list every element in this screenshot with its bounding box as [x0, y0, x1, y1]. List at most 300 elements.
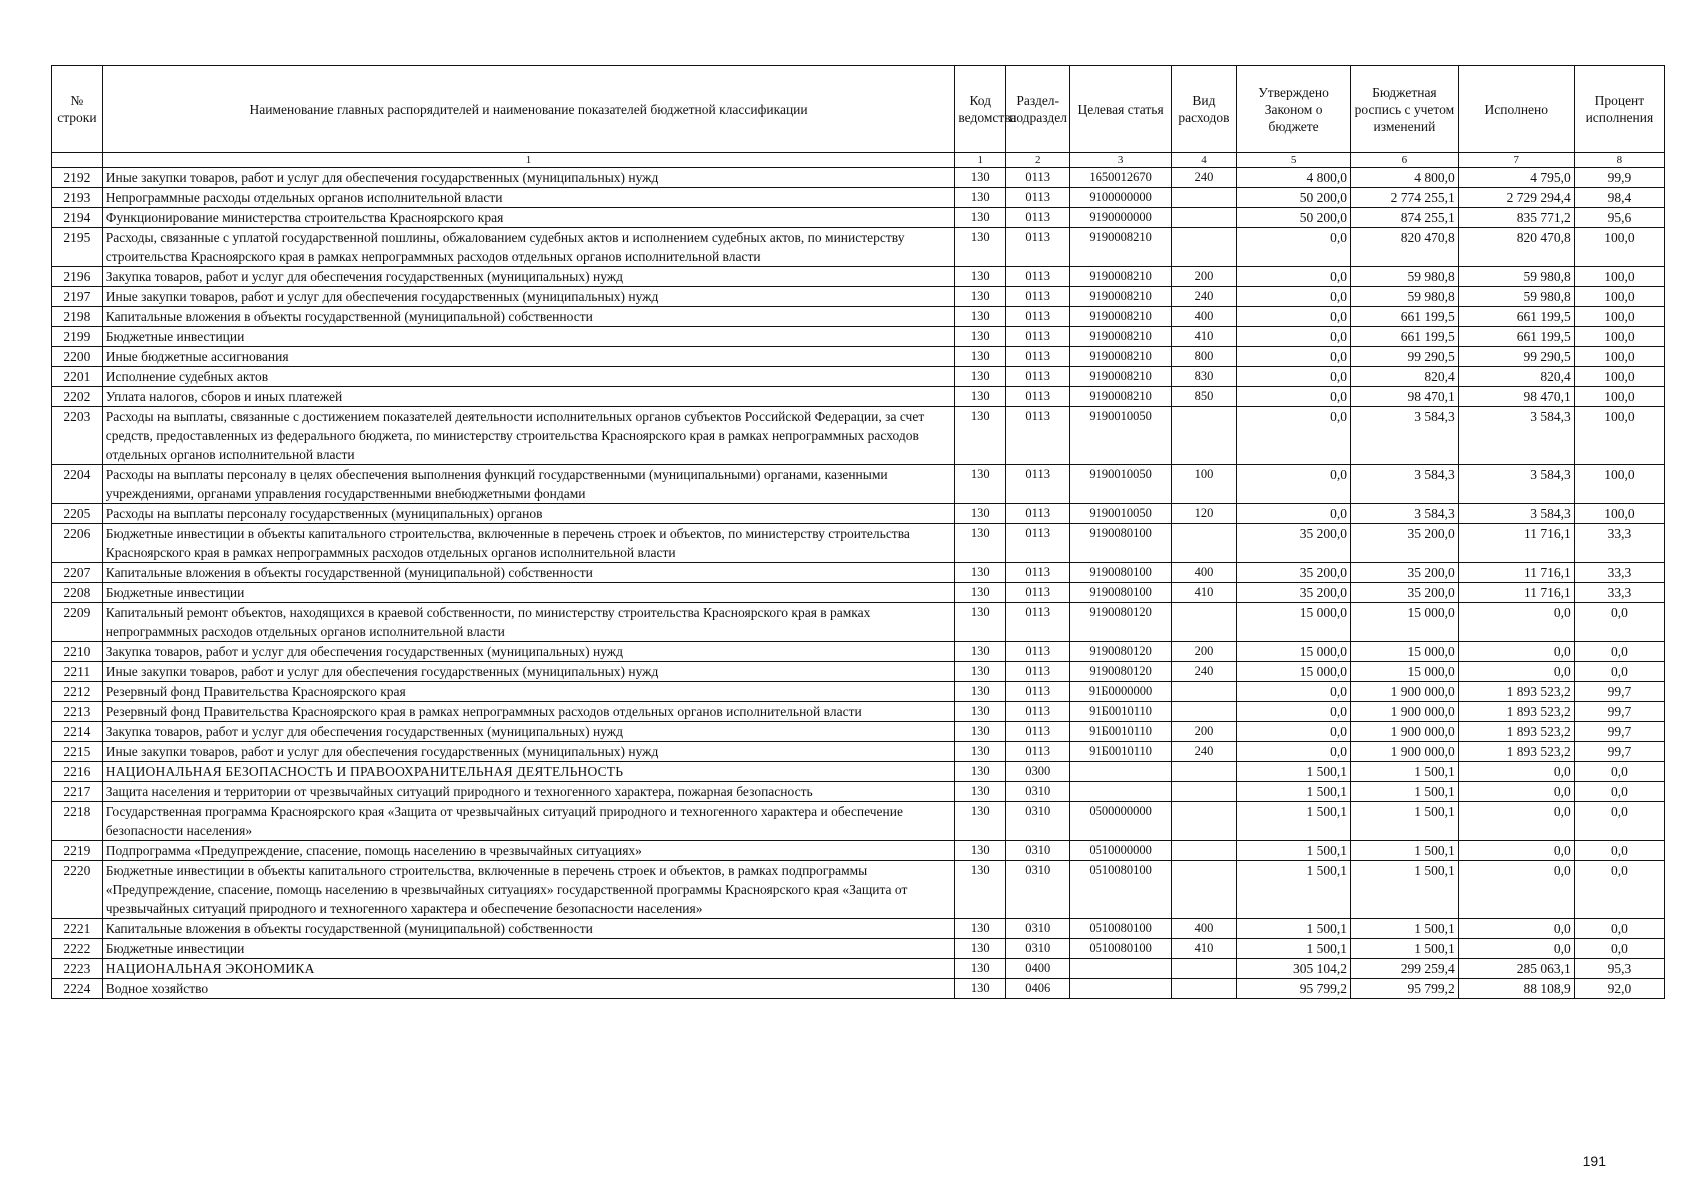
- row-expense-type: 100: [1171, 465, 1236, 504]
- row-target: 9190010050: [1070, 465, 1172, 504]
- row-expense-type: [1171, 228, 1236, 267]
- row-expense-type: [1171, 603, 1236, 642]
- row-name: Резервный фонд Правительства Красноярского края: [102, 682, 955, 702]
- row-name: Расходы на выплаты персоналу государственных (муниципальных) органов: [102, 504, 955, 524]
- row-percent: 0,0: [1574, 662, 1664, 682]
- row-expense-type: 400: [1171, 307, 1236, 327]
- row-budget: 1 500,1: [1351, 919, 1459, 939]
- column-number: 8: [1574, 153, 1664, 168]
- row-percent: 0,0: [1574, 939, 1664, 959]
- row-percent: 33,3: [1574, 563, 1664, 583]
- row-expense-type: 200: [1171, 722, 1236, 742]
- column-number: 4: [1171, 153, 1236, 168]
- row-expense-type: [1171, 407, 1236, 465]
- column-number: 5: [1237, 153, 1351, 168]
- row-target: 9190080100: [1070, 583, 1172, 603]
- row-name: Расходы, связанные с уплатой государственной пошлины, обжалованием судебных актов и исполнением судебных актов, по министерству строительства Красноярского края в рамках непрограммных расходов отдельных органов исполнительной власти: [102, 228, 955, 267]
- table-row: [52, 563, 1665, 583]
- row-number: 2222: [52, 939, 103, 959]
- row-approved: 0,0: [1237, 407, 1351, 465]
- table-row: [52, 939, 1665, 959]
- row-dept-code: 130: [955, 802, 1006, 841]
- row-budget: 15 000,0: [1351, 642, 1459, 662]
- table-row: [52, 979, 1665, 999]
- header-dept-code: Код ведомства: [955, 66, 1006, 153]
- row-percent: 0,0: [1574, 919, 1664, 939]
- row-name: Иные закупки товаров, работ и услуг для обеспечения государственных (муниципальных) нужд: [102, 662, 955, 682]
- row-number: 2194: [52, 208, 103, 228]
- row-percent: 92,0: [1574, 979, 1664, 999]
- row-name: Бюджетные инвестиции: [102, 939, 955, 959]
- row-expense-type: 830: [1171, 367, 1236, 387]
- row-section: 0310: [1006, 861, 1070, 919]
- row-executed: 0,0: [1458, 861, 1574, 919]
- row-budget: 1 500,1: [1351, 939, 1459, 959]
- row-target: 1650012670: [1070, 168, 1172, 188]
- header-row-no: № строки: [52, 66, 103, 153]
- row-budget: 95 799,2: [1351, 979, 1459, 999]
- row-name: Капитальные вложения в объекты государственной (муниципальной) собственности: [102, 307, 955, 327]
- row-percent: 0,0: [1574, 841, 1664, 861]
- row-name: Иные закупки товаров, работ и услуг для обеспечения государственных (муниципальных) нужд: [102, 742, 955, 762]
- row-dept-code: 130: [955, 407, 1006, 465]
- row-target: 9190008210: [1070, 307, 1172, 327]
- row-approved: 0,0: [1237, 682, 1351, 702]
- row-number: 2224: [52, 979, 103, 999]
- row-name: Исполнение судебных актов: [102, 367, 955, 387]
- row-executed: 4 795,0: [1458, 168, 1574, 188]
- row-budget: 1 500,1: [1351, 762, 1459, 782]
- page-number: 191: [1582, 1153, 1606, 1169]
- row-target: 9190008210: [1070, 287, 1172, 307]
- row-approved: 50 200,0: [1237, 208, 1351, 228]
- table-row: [52, 168, 1665, 188]
- column-number: 1: [102, 153, 955, 168]
- row-section: 0113: [1006, 347, 1070, 367]
- row-dept-code: 130: [955, 563, 1006, 583]
- row-budget: 661 199,5: [1351, 327, 1459, 347]
- header-target: Целевая статья: [1070, 66, 1172, 153]
- row-target: 91Б0010110: [1070, 742, 1172, 762]
- row-percent: 100,0: [1574, 228, 1664, 267]
- row-name: Бюджетные инвестиции: [102, 327, 955, 347]
- table-row: [52, 742, 1665, 762]
- row-name: Закупка товаров, работ и услуг для обеспечения государственных (муниципальных) нужд: [102, 642, 955, 662]
- row-number: 2198: [52, 307, 103, 327]
- row-executed: 1 893 523,2: [1458, 702, 1574, 722]
- row-executed: 99 290,5: [1458, 347, 1574, 367]
- row-percent: 100,0: [1574, 504, 1664, 524]
- row-target: 9190080120: [1070, 642, 1172, 662]
- row-dept-code: 130: [955, 267, 1006, 287]
- row-number: 2207: [52, 563, 103, 583]
- row-name: Расходы на выплаты персоналу в целях обеспечения выполнения функций государственными (муниципальными) органами, казенными учреждениями, органами управления государственными внебюджетными фондами: [102, 465, 955, 504]
- row-dept-code: 130: [955, 959, 1006, 979]
- budget-table: [51, 65, 1665, 999]
- row-target: 91Б0010110: [1070, 702, 1172, 722]
- row-percent: 0,0: [1574, 603, 1664, 642]
- row-target: 9190008210: [1070, 267, 1172, 287]
- table-body: [52, 168, 1665, 999]
- column-number-row: [52, 153, 1665, 168]
- row-number: 2213: [52, 702, 103, 722]
- table-row: [52, 662, 1665, 682]
- row-budget: 4 800,0: [1351, 168, 1459, 188]
- row-dept-code: 130: [955, 603, 1006, 642]
- row-budget: 99 290,5: [1351, 347, 1459, 367]
- row-section: 0113: [1006, 307, 1070, 327]
- row-target: [1070, 762, 1172, 782]
- table-row: [52, 861, 1665, 919]
- row-dept-code: 130: [955, 327, 1006, 347]
- row-target: 0510080100: [1070, 939, 1172, 959]
- row-section: 0113: [1006, 267, 1070, 287]
- row-expense-type: [1171, 188, 1236, 208]
- row-expense-type: 200: [1171, 267, 1236, 287]
- row-dept-code: 130: [955, 762, 1006, 782]
- row-number: 2205: [52, 504, 103, 524]
- row-dept-code: 130: [955, 387, 1006, 407]
- header-approved: Утверждено Законом о бюджете: [1237, 66, 1351, 153]
- row-number: 2223: [52, 959, 103, 979]
- row-number: 2204: [52, 465, 103, 504]
- row-approved: 50 200,0: [1237, 188, 1351, 208]
- table-row: [52, 327, 1665, 347]
- row-approved: 0,0: [1237, 327, 1351, 347]
- row-approved: 1 500,1: [1237, 919, 1351, 939]
- row-expense-type: [1171, 524, 1236, 563]
- row-number: 2193: [52, 188, 103, 208]
- row-percent: 100,0: [1574, 287, 1664, 307]
- row-target: 91Б0010110: [1070, 722, 1172, 742]
- row-expense-type: 800: [1171, 347, 1236, 367]
- row-approved: 95 799,2: [1237, 979, 1351, 999]
- row-executed: 1 893 523,2: [1458, 742, 1574, 762]
- header-expense-type: Вид расходов: [1171, 66, 1236, 153]
- row-number: 2216: [52, 762, 103, 782]
- row-section: 0113: [1006, 504, 1070, 524]
- row-number: 2220: [52, 861, 103, 919]
- row-number: 2212: [52, 682, 103, 702]
- row-percent: 100,0: [1574, 387, 1664, 407]
- row-name: Иные бюджетные ассигнования: [102, 347, 955, 367]
- row-number: 2195: [52, 228, 103, 267]
- row-approved: 0,0: [1237, 465, 1351, 504]
- row-target: 9190008210: [1070, 387, 1172, 407]
- row-executed: 3 584,3: [1458, 465, 1574, 504]
- row-approved: 35 200,0: [1237, 524, 1351, 563]
- row-target: 9190008210: [1070, 228, 1172, 267]
- row-section: 0113: [1006, 563, 1070, 583]
- table-row: [52, 307, 1665, 327]
- table-row: [52, 919, 1665, 939]
- row-target: 9190000000: [1070, 208, 1172, 228]
- row-target: 9190080100: [1070, 563, 1172, 583]
- row-target: 91Б0000000: [1070, 682, 1172, 702]
- row-dept-code: 130: [955, 583, 1006, 603]
- row-target: 9190080100: [1070, 524, 1172, 563]
- row-percent: 100,0: [1574, 347, 1664, 367]
- row-number: 2209: [52, 603, 103, 642]
- row-executed: 285 063,1: [1458, 959, 1574, 979]
- row-dept-code: 130: [955, 662, 1006, 682]
- row-percent: 95,3: [1574, 959, 1664, 979]
- table-row: [52, 959, 1665, 979]
- row-dept-code: 130: [955, 782, 1006, 802]
- row-expense-type: [1171, 702, 1236, 722]
- row-approved: 0,0: [1237, 387, 1351, 407]
- row-number: 2192: [52, 168, 103, 188]
- column-number: 1: [955, 153, 1006, 168]
- row-number: 2221: [52, 919, 103, 939]
- row-dept-code: 130: [955, 465, 1006, 504]
- row-name: Подпрограмма «Предупреждение, спасение, помощь населению в чрезвычайных ситуациях»: [102, 841, 955, 861]
- row-budget: 299 259,4: [1351, 959, 1459, 979]
- header-budget: Бюджетная роспись с учетом изменений: [1351, 66, 1459, 153]
- row-budget: 15 000,0: [1351, 662, 1459, 682]
- row-budget: 1 900 000,0: [1351, 742, 1459, 762]
- row-section: 0113: [1006, 722, 1070, 742]
- row-executed: 0,0: [1458, 919, 1574, 939]
- row-name: Бюджетные инвестиции в объекты капитального строительства, включенные в перечень строек и объектов, по министерству строительства Красноярского края в рамках непрограммных расходов отдельных органов исполнительной власти: [102, 524, 955, 563]
- row-percent: 100,0: [1574, 465, 1664, 504]
- row-percent: 99,7: [1574, 682, 1664, 702]
- row-name: Защита населения и территории от чрезвычайных ситуаций природного и техногенного характера, пожарная безопасность: [102, 782, 955, 802]
- row-percent: 100,0: [1574, 267, 1664, 287]
- row-target: 9190010050: [1070, 504, 1172, 524]
- table-row: [52, 407, 1665, 465]
- row-target: 9100000000: [1070, 188, 1172, 208]
- row-expense-type: 240: [1171, 287, 1236, 307]
- row-target: 9190008210: [1070, 327, 1172, 347]
- header-percent: Процент исполнения: [1574, 66, 1664, 153]
- row-approved: 0,0: [1237, 702, 1351, 722]
- table-row: [52, 762, 1665, 782]
- row-budget: 35 200,0: [1351, 583, 1459, 603]
- row-dept-code: 130: [955, 347, 1006, 367]
- row-dept-code: 130: [955, 287, 1006, 307]
- row-target: 0510080100: [1070, 919, 1172, 939]
- row-name: Закупка товаров, работ и услуг для обеспечения государственных (муниципальных) нужд: [102, 722, 955, 742]
- row-executed: 0,0: [1458, 939, 1574, 959]
- row-name: Непрограммные расходы отдельных органов исполнительной власти: [102, 188, 955, 208]
- row-section: 0310: [1006, 939, 1070, 959]
- column-number: 3: [1070, 153, 1172, 168]
- row-percent: 99,7: [1574, 702, 1664, 722]
- row-dept-code: 130: [955, 861, 1006, 919]
- row-number: 2206: [52, 524, 103, 563]
- row-expense-type: [1171, 959, 1236, 979]
- row-dept-code: 130: [955, 168, 1006, 188]
- table-row: [52, 642, 1665, 662]
- row-percent: 99,9: [1574, 168, 1664, 188]
- row-executed: 0,0: [1458, 762, 1574, 782]
- row-approved: 1 500,1: [1237, 802, 1351, 841]
- row-name: Бюджетные инвестиции: [102, 583, 955, 603]
- row-expense-type: 400: [1171, 563, 1236, 583]
- table-row: [52, 347, 1665, 367]
- row-number: 2208: [52, 583, 103, 603]
- row-target: 9190008210: [1070, 347, 1172, 367]
- row-approved: 0,0: [1237, 504, 1351, 524]
- row-budget: 1 500,1: [1351, 841, 1459, 861]
- row-percent: 100,0: [1574, 367, 1664, 387]
- column-number: 6: [1351, 153, 1459, 168]
- row-section: 0113: [1006, 228, 1070, 267]
- row-number: 2197: [52, 287, 103, 307]
- row-section: 0406: [1006, 979, 1070, 999]
- row-dept-code: 130: [955, 642, 1006, 662]
- row-name: Иные закупки товаров, работ и услуг для обеспечения государственных (муниципальных) нужд: [102, 168, 955, 188]
- row-approved: 15 000,0: [1237, 662, 1351, 682]
- row-expense-type: 200: [1171, 642, 1236, 662]
- row-approved: 1 500,1: [1237, 762, 1351, 782]
- row-target: 0510080100: [1070, 861, 1172, 919]
- row-dept-code: 130: [955, 939, 1006, 959]
- row-budget: 3 584,3: [1351, 407, 1459, 465]
- table-row: [52, 465, 1665, 504]
- table-row: [52, 841, 1665, 861]
- row-budget: 1 500,1: [1351, 802, 1459, 841]
- header-name: Наименование главных распорядителей и наименование показателей бюджетной классификации: [102, 66, 955, 153]
- row-dept-code: 130: [955, 367, 1006, 387]
- row-expense-type: 240: [1171, 742, 1236, 762]
- row-expense-type: 120: [1171, 504, 1236, 524]
- row-executed: 820,4: [1458, 367, 1574, 387]
- table-row: [52, 287, 1665, 307]
- row-approved: 0,0: [1237, 742, 1351, 762]
- row-percent: 100,0: [1574, 407, 1664, 465]
- row-name: Закупка товаров, работ и услуг для обеспечения государственных (муниципальных) нужд: [102, 267, 955, 287]
- row-expense-type: [1171, 682, 1236, 702]
- row-number: 2214: [52, 722, 103, 742]
- row-section: 0113: [1006, 702, 1070, 722]
- row-approved: 0,0: [1237, 267, 1351, 287]
- table-row: [52, 583, 1665, 603]
- row-dept-code: 130: [955, 722, 1006, 742]
- row-approved: 0,0: [1237, 307, 1351, 327]
- column-number: [52, 153, 103, 168]
- row-section: 0310: [1006, 841, 1070, 861]
- row-dept-code: 130: [955, 919, 1006, 939]
- row-section: 0310: [1006, 919, 1070, 939]
- row-percent: 33,3: [1574, 524, 1664, 563]
- row-expense-type: [1171, 861, 1236, 919]
- row-dept-code: 130: [955, 841, 1006, 861]
- row-budget: 15 000,0: [1351, 603, 1459, 642]
- table-row: [52, 524, 1665, 563]
- row-name: Капитальные вложения в объекты государственной (муниципальной) собственности: [102, 919, 955, 939]
- row-budget: 35 200,0: [1351, 563, 1459, 583]
- row-approved: 15 000,0: [1237, 603, 1351, 642]
- row-approved: 0,0: [1237, 722, 1351, 742]
- row-name: НАЦИОНАЛЬНАЯ ЭКОНОМИКА: [102, 959, 955, 979]
- row-target: 9190010050: [1070, 407, 1172, 465]
- row-section: 0113: [1006, 327, 1070, 347]
- row-expense-type: [1171, 782, 1236, 802]
- row-expense-type: 410: [1171, 327, 1236, 347]
- row-executed: 820 470,8: [1458, 228, 1574, 267]
- row-expense-type: 410: [1171, 583, 1236, 603]
- header-executed: Исполнено: [1458, 66, 1574, 153]
- table-row: [52, 228, 1665, 267]
- row-budget: 661 199,5: [1351, 307, 1459, 327]
- row-number: 2219: [52, 841, 103, 861]
- row-section: 0113: [1006, 387, 1070, 407]
- row-budget: 1 900 000,0: [1351, 702, 1459, 722]
- header-section: Раздел-подраздел: [1006, 66, 1070, 153]
- row-section: 0113: [1006, 367, 1070, 387]
- table-row: [52, 782, 1665, 802]
- row-expense-type: 400: [1171, 919, 1236, 939]
- row-section: 0113: [1006, 188, 1070, 208]
- row-section: 0113: [1006, 742, 1070, 762]
- row-approved: 0,0: [1237, 287, 1351, 307]
- header-row: [52, 66, 1665, 153]
- row-budget: 59 980,8: [1351, 287, 1459, 307]
- row-section: 0113: [1006, 524, 1070, 563]
- row-budget: 1 900 000,0: [1351, 722, 1459, 742]
- table-row: [52, 208, 1665, 228]
- row-approved: 1 500,1: [1237, 841, 1351, 861]
- row-expense-type: 240: [1171, 168, 1236, 188]
- row-percent: 99,7: [1574, 742, 1664, 762]
- row-target: [1070, 959, 1172, 979]
- table-row: [52, 267, 1665, 287]
- row-executed: 98 470,1: [1458, 387, 1574, 407]
- row-executed: 661 199,5: [1458, 327, 1574, 347]
- row-section: 0310: [1006, 802, 1070, 841]
- row-section: 0113: [1006, 583, 1070, 603]
- row-percent: 0,0: [1574, 802, 1664, 841]
- row-dept-code: 130: [955, 208, 1006, 228]
- row-approved: 15 000,0: [1237, 642, 1351, 662]
- row-section: 0113: [1006, 407, 1070, 465]
- row-expense-type: [1171, 208, 1236, 228]
- row-percent: 98,4: [1574, 188, 1664, 208]
- row-section: 0113: [1006, 287, 1070, 307]
- row-budget: 3 584,3: [1351, 504, 1459, 524]
- row-target: 9190080120: [1070, 662, 1172, 682]
- row-executed: 0,0: [1458, 782, 1574, 802]
- row-dept-code: 130: [955, 228, 1006, 267]
- table-row: [52, 682, 1665, 702]
- row-approved: 305 104,2: [1237, 959, 1351, 979]
- row-dept-code: 130: [955, 702, 1006, 722]
- row-target: 0510000000: [1070, 841, 1172, 861]
- row-percent: 100,0: [1574, 307, 1664, 327]
- row-executed: 1 893 523,2: [1458, 722, 1574, 742]
- table-row: [52, 504, 1665, 524]
- row-name: Резервный фонд Правительства Красноярского края в рамках непрограммных расходов отдельных органов исполнительной власти: [102, 702, 955, 722]
- row-number: 2217: [52, 782, 103, 802]
- row-approved: 0,0: [1237, 228, 1351, 267]
- column-number: 7: [1458, 153, 1574, 168]
- row-target: 9190008210: [1070, 367, 1172, 387]
- row-executed: 0,0: [1458, 662, 1574, 682]
- row-executed: 11 716,1: [1458, 563, 1574, 583]
- row-budget: 820,4: [1351, 367, 1459, 387]
- row-budget: 874 255,1: [1351, 208, 1459, 228]
- row-name: Уплата налогов, сборов и иных платежей: [102, 387, 955, 407]
- row-name: Расходы на выплаты, связанные с достижением показателей деятельности исполнительных органов субъектов Российской Федерации, за счет средств, предоставленных из федерального бюджета, по министерству строительства Красноярского края в рамках непрограммных расходов отдельных органов исполнительной власти: [102, 407, 955, 465]
- row-executed: 1 893 523,2: [1458, 682, 1574, 702]
- row-approved: 1 500,1: [1237, 782, 1351, 802]
- row-budget: 1 900 000,0: [1351, 682, 1459, 702]
- row-expense-type: 410: [1171, 939, 1236, 959]
- row-approved: 1 500,1: [1237, 861, 1351, 919]
- row-name: Государственная программа Красноярского края «Защита от чрезвычайных ситуаций природного и техногенного характера и обеспечение безопасности населения»: [102, 802, 955, 841]
